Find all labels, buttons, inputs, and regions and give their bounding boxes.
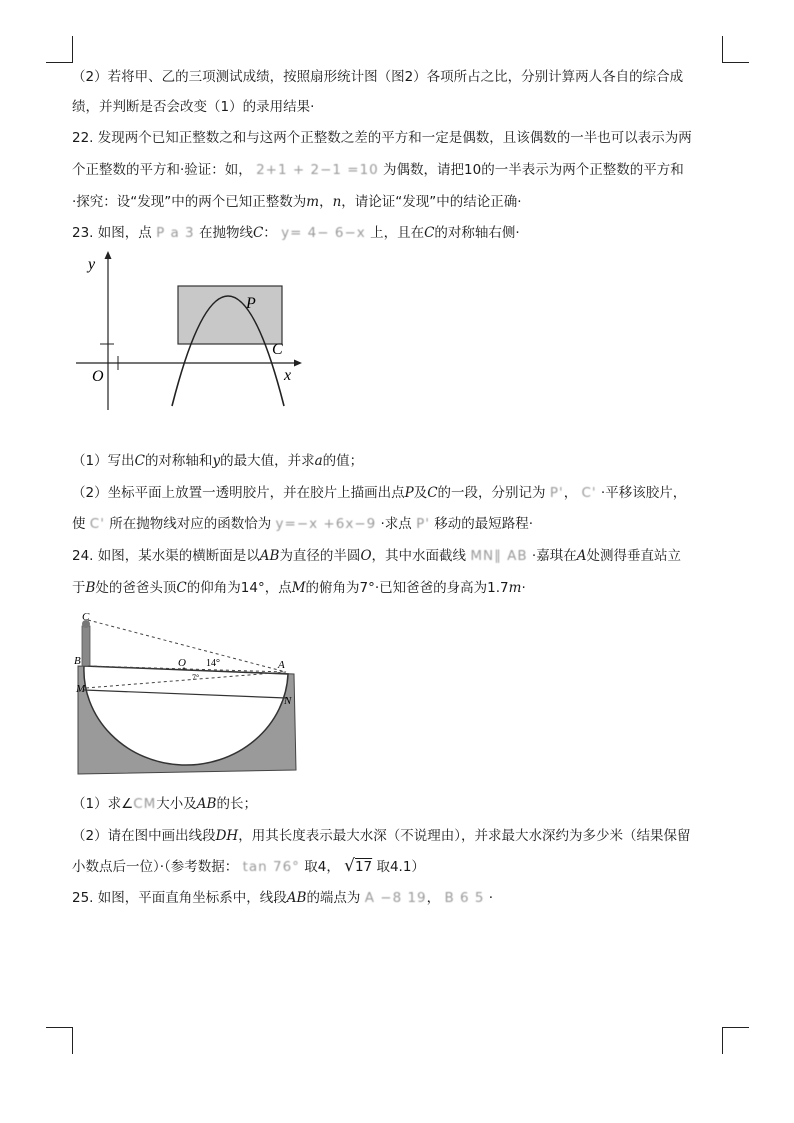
label-N: N bbox=[284, 695, 292, 707]
sqrt-icon: √ bbox=[344, 856, 355, 876]
q24-C: C bbox=[176, 580, 187, 596]
q23-part2-C: C bbox=[427, 485, 438, 501]
label-O: O bbox=[92, 368, 104, 385]
q24-line2-a: 于 bbox=[72, 580, 86, 596]
q25-point-A: A −8 19 bbox=[364, 890, 427, 906]
q24-part2-line2 bbox=[72, 856, 732, 877]
q24-part1-b: 大小及 bbox=[156, 796, 197, 812]
q22-line1: 22. 发现两个已知正整数之和与这两个正整数之差的平方和一定是偶数，且该偶数的一半也可以表示为两 bbox=[72, 130, 692, 146]
label-P: P bbox=[246, 295, 256, 312]
q25-line1-end: · bbox=[488, 890, 494, 906]
x-axis-arrow-icon bbox=[294, 360, 302, 367]
label-O: O bbox=[178, 657, 186, 669]
transparent-film-rect bbox=[178, 286, 282, 344]
q22-line3-text-b: ，请论证“发现”中的结论正确· bbox=[341, 194, 522, 210]
q24-line2-c: 的仰角为14°，点 bbox=[186, 580, 292, 596]
q23-part2-and: 及 bbox=[413, 485, 428, 501]
q23-part1-d: 的值； bbox=[322, 453, 364, 469]
q24-line2 bbox=[72, 578, 732, 598]
q23-curve-C-ref: C bbox=[424, 225, 435, 241]
q24-angle-CMA: CM bbox=[133, 796, 157, 812]
q24-O: O bbox=[360, 548, 372, 564]
q25-AB: AB bbox=[286, 890, 307, 906]
q23-part1-a: （1）写出 bbox=[72, 453, 135, 469]
q23-part2-line2-Pprime: P' bbox=[416, 516, 430, 532]
q24-line2-b: 处的爸爸头顶 bbox=[95, 580, 177, 596]
q24-part1-c: 的长； bbox=[216, 796, 257, 812]
q23-part2-line2-a: 使 bbox=[72, 516, 86, 532]
q21-part2-line1: （2）若将甲、乙的三项测试成绩，按照扇形统计图（图2）各项所占之比，分别计算两人各自的综合成 bbox=[72, 69, 684, 85]
q22-comma: ， bbox=[319, 194, 333, 210]
q23-colon: ： bbox=[263, 225, 277, 241]
q23-part2-line2-Cprime: C' bbox=[89, 516, 105, 532]
q23-parabola-formula: y= 4− 6−x bbox=[281, 225, 366, 241]
q23-translated-formula: y=−x +6x−9 bbox=[275, 516, 377, 532]
q24-part2-a: （2）请在图中画出线段 bbox=[72, 828, 216, 844]
q23-text-a: 23. 如图，点 bbox=[72, 225, 152, 241]
q24-M: M bbox=[291, 580, 306, 596]
q23-figure-parabola bbox=[70, 248, 310, 418]
q24-A: A bbox=[576, 548, 587, 564]
q21-part2-line2: 绩，并判断是否会改变（1）的录用结果· bbox=[72, 99, 315, 115]
q24-line1 bbox=[72, 546, 732, 566]
q23-text-d: 的对称轴右侧· bbox=[434, 225, 520, 241]
crop-mark-top-left bbox=[46, 36, 73, 63]
label-B: B bbox=[74, 655, 81, 667]
label-y: y bbox=[88, 256, 96, 273]
q24-part1-a: （1）求∠ bbox=[72, 796, 134, 812]
q22-verify-formula: 2+1 + 2−1 =10 bbox=[256, 162, 379, 178]
q23-part1-a-var: a bbox=[314, 453, 323, 469]
q23-part2-P: P bbox=[404, 485, 414, 501]
q23-part2-line1: （2）坐标平面上放置一透明胶片，并在胶片上描画出点P及C的一段，分别记为 P'， C' ·平移该胶片， bbox=[72, 485, 687, 501]
q24-part2-b: ，用其长度表示最大水深（不说理由），并求最大水深约为多少米（结果保留 bbox=[238, 828, 691, 844]
q24-part2-line2-a: 小数点后一位）·（参考数据： bbox=[72, 859, 239, 875]
q23-part1 bbox=[72, 451, 732, 471]
q22-line3-text-a: ·探究：设“发现”中的两个已知正整数为 bbox=[72, 194, 307, 210]
q23-part1-C: C bbox=[134, 453, 145, 469]
q24-DH: DH bbox=[215, 828, 239, 844]
q23-part1-y: y bbox=[212, 453, 221, 469]
q23-part2-Pprime: P' bbox=[549, 485, 564, 501]
label-angle-14: 14° bbox=[206, 658, 220, 669]
crop-mark-bottom-right bbox=[722, 1027, 749, 1054]
q25-line1-a: 25. 如图，平面直角坐标系中，线段 bbox=[72, 890, 287, 906]
q22-line2 bbox=[72, 160, 732, 180]
q23-text-b: 在抛物线 bbox=[198, 225, 253, 241]
sightline-AC bbox=[88, 620, 286, 672]
label-C: C bbox=[82, 611, 90, 623]
q24-line1-d: ·嘉琪在 bbox=[531, 548, 577, 564]
label-C: C bbox=[272, 341, 283, 358]
q23-part2-line2-b: 所在抛物线对应的函数恰为 bbox=[109, 516, 272, 532]
label-M: M bbox=[76, 683, 86, 695]
q24-AB: AB bbox=[259, 548, 280, 564]
q23-part1-c: 的最大值，并求 bbox=[220, 453, 315, 469]
q24-unit-m: m bbox=[508, 580, 522, 596]
q23-part2-line2 bbox=[72, 514, 732, 534]
q24-line1-b: 为直径的半圆 bbox=[279, 548, 361, 564]
q24-line1-a: 24. 如图，某水渠的横断面是以 bbox=[72, 548, 260, 564]
q24-ref-tan-val: 取4， bbox=[304, 859, 340, 875]
y-axis-arrow-icon bbox=[105, 251, 112, 259]
q24-line2-d: 的俯角为7°·已知爸爸的身高为1.7 bbox=[305, 580, 509, 596]
q23-text-c: 上，且在 bbox=[370, 225, 425, 241]
q24-MN-parallel-AB: MN∥ AB bbox=[470, 548, 528, 564]
q24-ref-tan76: tan 76° bbox=[242, 859, 300, 875]
q25-line1: 25. 如图，平面直角坐标系中，线段AB的端点为 A −8 19， B 6 5 · bbox=[72, 890, 494, 906]
crop-mark-top-right bbox=[722, 36, 749, 63]
q23-point-P: P a 3 bbox=[156, 225, 195, 241]
q23-line1 bbox=[72, 223, 732, 243]
crop-mark-bottom-left bbox=[46, 1027, 73, 1054]
q22-line3 bbox=[72, 192, 732, 212]
q23-part2-line2-d: 移动的最短路程· bbox=[434, 516, 534, 532]
q23-part2-line2-c: ·求点 bbox=[380, 516, 412, 532]
q24-part1-AB: AB bbox=[196, 796, 217, 812]
q24-line2-e: · bbox=[521, 580, 526, 596]
q22-line2-text-a: 个正整数的平方和·验证：如， bbox=[72, 162, 252, 178]
q22-line2-text-b: 为偶数，请把10的一半表示为两个正整数的平方和 bbox=[383, 162, 684, 178]
q24-part2-line1 bbox=[72, 826, 732, 846]
q24-ref-sqrt17: 17 bbox=[354, 859, 373, 875]
label-angle-7: 7° bbox=[192, 673, 200, 682]
label-x: x bbox=[284, 367, 292, 384]
var-n: n bbox=[332, 194, 342, 210]
q23-part2-Cprime: C' bbox=[581, 485, 597, 501]
q23-curve-C: C bbox=[252, 225, 264, 241]
q23-part2-c: ·平移该胶片， bbox=[600, 485, 687, 501]
q24-ref-sqrt-val: 取4.1） bbox=[376, 859, 425, 875]
q25-point-B: B 6 5 bbox=[444, 890, 485, 906]
father-figure bbox=[82, 626, 90, 666]
q24-part1 bbox=[72, 794, 732, 814]
q24-line1-c: ，其中水面截线 bbox=[371, 548, 467, 564]
q24-figure-channel bbox=[72, 608, 312, 784]
q23-part2-a: （2）坐标平面上放置一透明胶片，并在胶片上描画出点 bbox=[72, 485, 405, 501]
q24-line1-e: 处测得垂直站立 bbox=[586, 548, 681, 564]
q23-part1-b: 的对称轴和 bbox=[144, 453, 213, 469]
label-A: A bbox=[278, 659, 285, 671]
q24-B: B bbox=[85, 580, 96, 596]
q23-part2-b: 的一段，分别记为 bbox=[437, 485, 546, 501]
var-m: m bbox=[306, 194, 320, 210]
q25-line1-b: 的端点为 bbox=[306, 890, 361, 906]
